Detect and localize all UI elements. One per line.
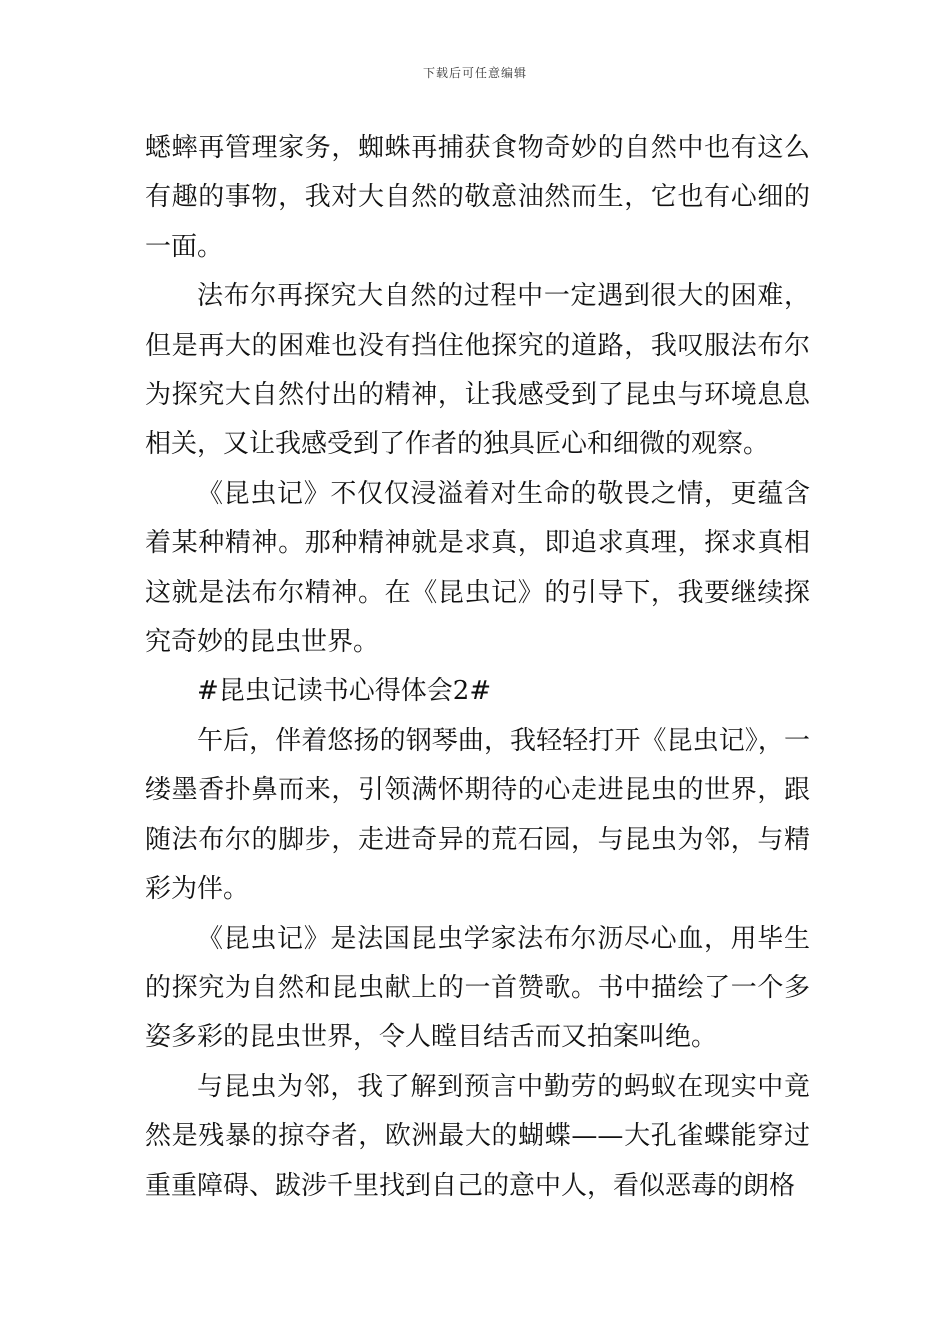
paragraph-6: 与昆虫为邻，我了解到预言中勤劳的蚂蚁在现实中竟然是残暴的掠夺者，欧洲最大的蝴蝶——大孔雀蝶能穿过重重障碍、跋涉千里找到自己的意中人，看似恶毒的朗格: [145, 1071, 810, 1201]
paragraph-5: 《昆虫记》是法国昆虫学家法布尔沥尽心血，用毕生的探究为自然和昆虫献上的一首赞歌。书中描绘了一个多姿多彩的昆虫世界，令人瞠目结舌而又拍案叫绝。: [145, 923, 810, 1053]
section-heading: #昆虫记读书心得体会2#: [197, 676, 492, 707]
document-body: [145, 124, 810, 1211]
paragraph-2: 法布尔再探究大自然的过程中一定遇到很大的困难，但是再大的困难也没有挡住他探究的道路，我叹服法布尔为探究大自然付出的精神，让我感受到了昆虫与环境息息相关，又让我感受到了作者的独具匠心和细微的观察。: [145, 281, 810, 460]
paragraph-1: 蟋蟀再管理家务，蜘蛛再捕获食物奇妙的自然中也有这么有趣的事物，我对大自然的敬意油然而生，它也有心细的一面。: [145, 133, 810, 262]
page-header: 下载后可任意编辑: [422, 66, 527, 80]
paragraph-3: 《昆虫记》不仅仅浸溢着对生命的敬畏之情，更蕴含着某种精神。那种精神就是求真，即追求真理，探求真相这就是法布尔精神。在《昆虫记》的引导下，我要继续探究奇妙的昆虫世界。: [145, 478, 810, 658]
paragraph-4: 午后，伴着悠扬的钢琴曲，我轻轻打开《昆虫记》，一缕墨香扑鼻而来，引领满怀期待的心走进昆虫的世界，跟随法布尔的脚步，走进奇异的荒石园，与昆虫为邻，与精彩为伴。: [145, 725, 810, 905]
